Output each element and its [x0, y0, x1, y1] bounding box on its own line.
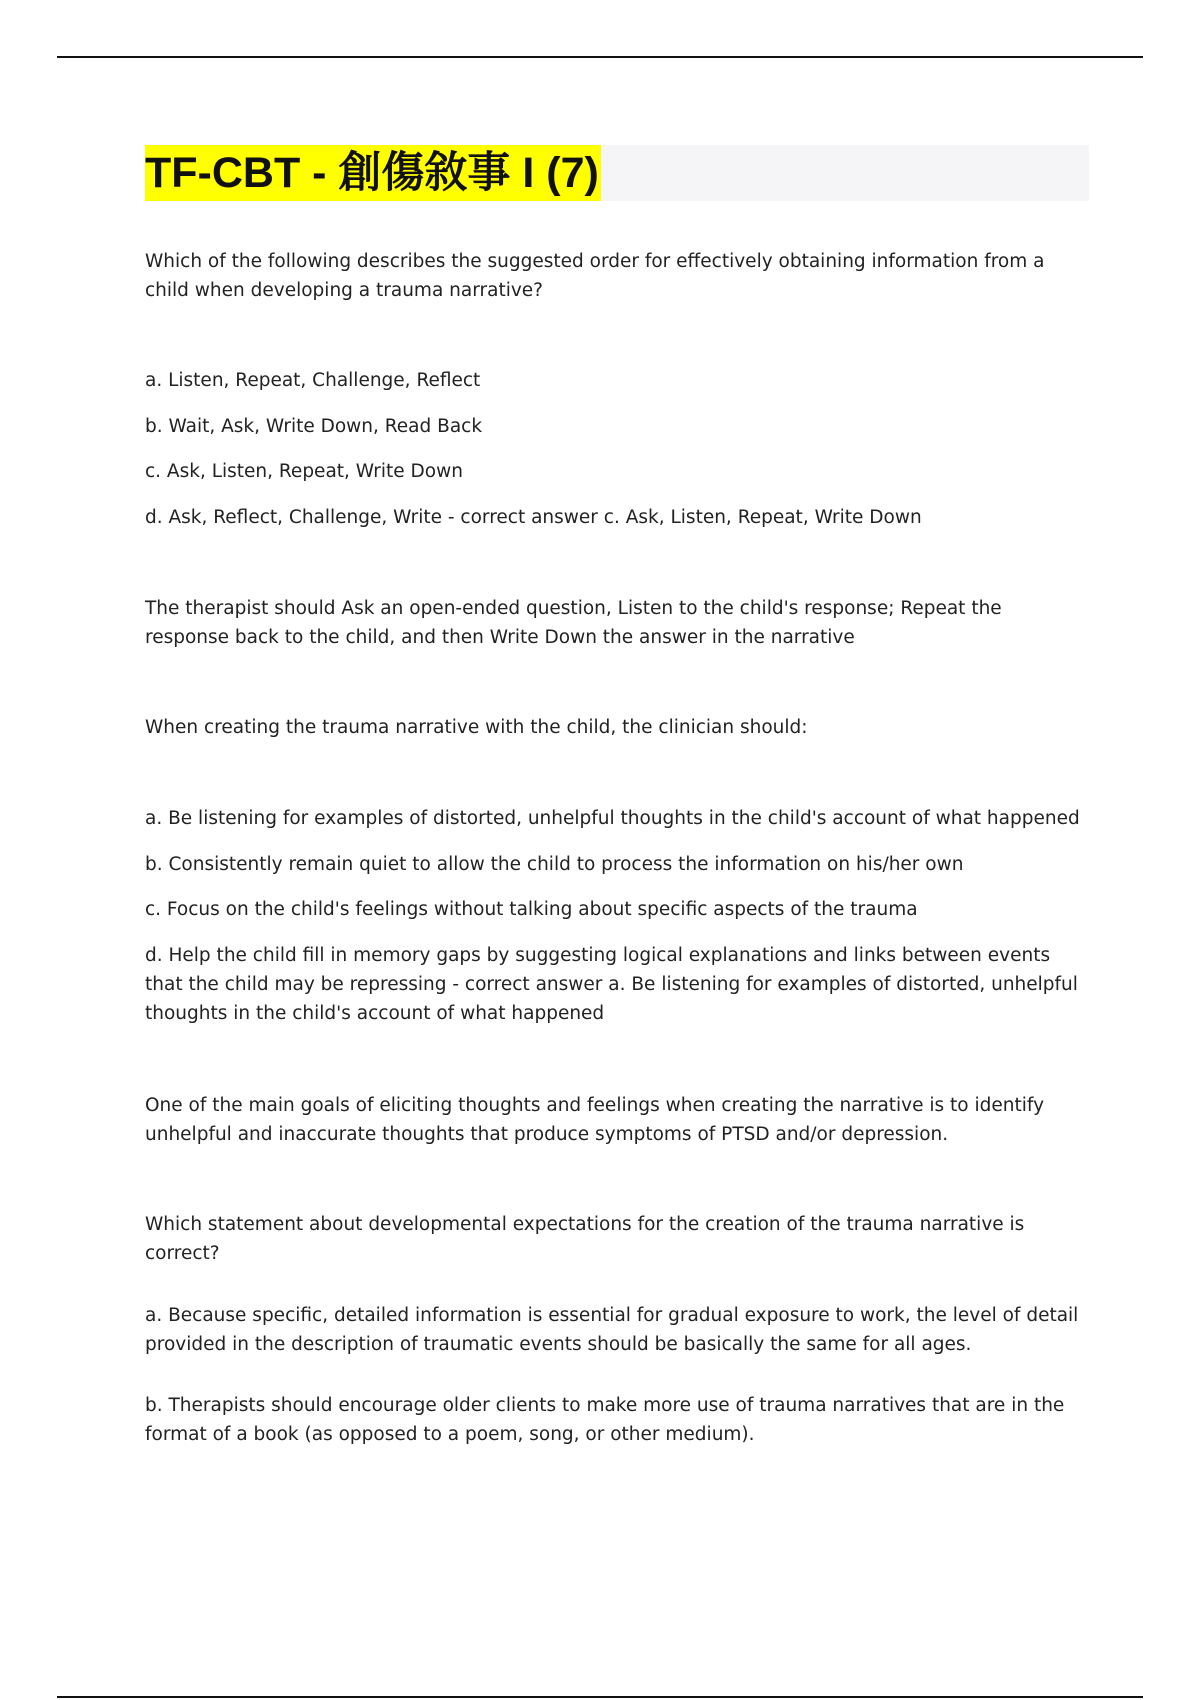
- bottom-rule: [57, 1696, 1143, 1698]
- q3-option-b: b. Therapists should encourage older clients to make more use of trauma narratives that are in the format of a book (as opposed to a poem, song, or other medium).: [145, 1395, 1065, 1445]
- question-3-text: Which statement about developmental expectations for the creation of the trauma narrative is correct?: [145, 1214, 1025, 1264]
- q2-option-c: c. Focus on the child's feelings without talking about specific aspects of the trauma: [145, 899, 918, 920]
- q2-option-d-answer: d. Help the child fill in memory gaps by suggesting logical explanations and links between events that the child may be repressing - correct answer a. Be listening for examples of distorted, unhelpful thoughts in the child's account of what happened: [145, 945, 1078, 1024]
- q1-option-d-answer: d. Ask, Reflect, Challenge, Write - correct answer c. Ask, Listen, Repeat, Write Down: [145, 507, 922, 528]
- q1-option-a: a. Listen, Repeat, Challenge, Reflect: [145, 370, 481, 391]
- explanation-2: One of the main goals of eliciting thoughts and feelings when creating the narrative is to identify unhelpful and inaccurate thoughts that produce symptoms of PTSD and/or depression.: [145, 1095, 1045, 1145]
- q3-option-a: a. Because specific, detailed information is essential for gradual exposure to work, the level of detail provided in the description of traumatic events should be basically the same for all ages.: [145, 1305, 1079, 1355]
- question-2-text: When creating the trauma narrative with the child, the clinician should:: [145, 717, 808, 738]
- q1-option-b: b. Wait, Ask, Write Down, Read Back: [145, 416, 483, 437]
- explanation-1: The therapist should Ask an open-ended question, Listen to the child's response; Repeat the response back to the child, and then Write Down the answer in the narrative: [145, 598, 1002, 648]
- q1-option-c: c. Ask, Listen, Repeat, Write Down: [145, 461, 463, 482]
- top-rule: [57, 56, 1143, 58]
- document-title: TF-CBT - 創傷敘事 I (7): [145, 145, 601, 201]
- q2-option-b: b. Consistently remain quiet to allow the child to process the information on his/her own: [145, 854, 964, 875]
- q2-option-a: a. Be listening for examples of distorted, unhelpful thoughts in the child's account of what happened: [145, 808, 1080, 829]
- question-1-text: Which of the following describes the suggested order for effectively obtaining information from a child when developing a trauma narrative?: [145, 251, 1045, 301]
